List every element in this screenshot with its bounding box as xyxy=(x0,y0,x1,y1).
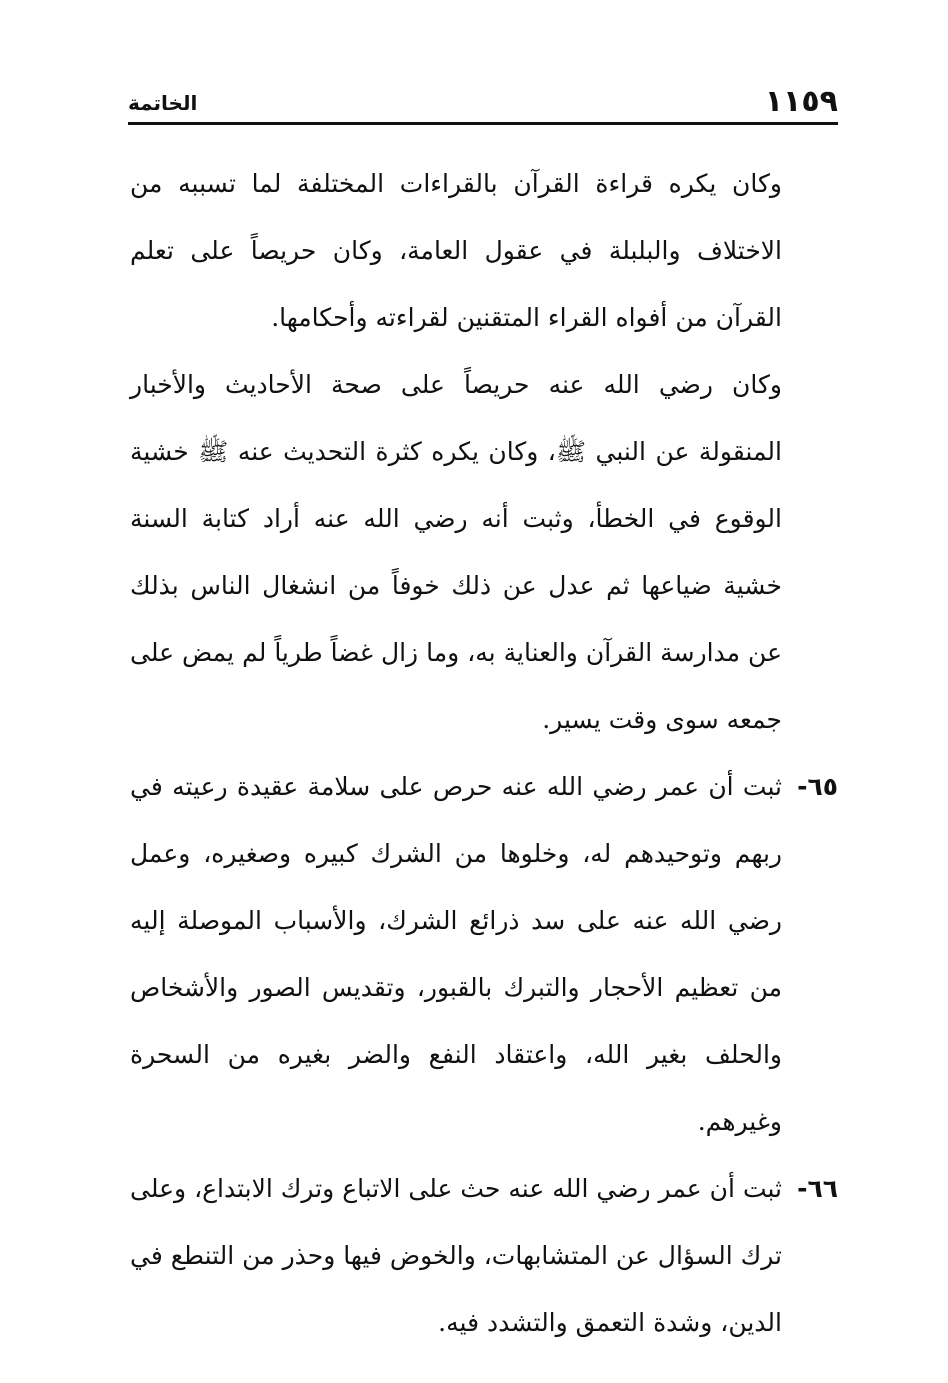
header-rule xyxy=(128,122,838,125)
running-title: الخاتمة xyxy=(128,91,198,115)
numbered-item-66 xyxy=(130,1155,838,1356)
page-header xyxy=(128,84,838,124)
page-number: ١١٥٩ xyxy=(764,84,838,119)
item-number: ٦٦- xyxy=(797,1174,838,1203)
paragraph-quran-readings: وكان يكره قراءة القرآن بالقراءات المختلفة لما تسببه من الاختلاف والبلبلة في عقول العامة، وكان حريصاً على تعلم القرآن من أفواه القراء المتقنين لقراءته وأحكامها. xyxy=(130,169,782,332)
paragraph-hadith: وكان رضي الله عنه حريصاً على صحة الأحاديث والأخبار المنقولة عن النبي ﷺ، وكان يكره كثرة التحديث عنه ﷺ خشية الوقوع في الخطأ، وثبت أنه رضي الله عنه أراد كتابة السنة خشية ضياعها ثم عدل عن ذلك خوفاً من انشغال الناس بذلك عن مدارسة القرآن والعناية به، وما زال غضاً طرياً لم يمض على جمعه سوى وقت يسير. xyxy=(130,370,782,734)
item-text: ثبت أن عمر رضي الله عنه حرص على سلامة عقيدة رعيته في ربهم وتوحيدهم له، وخلوها من الشرك كبيره وصغيره، وعمل رضي الله عنه على سد ذرائع الشرك، والأسباب الموصلة إليه من تعظيم الأحجار والتبرك بالقبور، وتقديس الصور والأشخاص والحلف بغير الله، واعتقاد النفع والضر بغيره من السحرة وغيرهم. xyxy=(130,772,782,1136)
item-text: ثبت أن عمر رضي الله عنه حث على الاتباع وترك الابتداع، وعلى ترك السؤال عن المتشابهات، والخوض فيها وحذر من التنطع في الدين، وشدة التعمق والتشدد فيه. xyxy=(130,1174,782,1337)
item-number: ٦٥- xyxy=(797,772,838,801)
page-body xyxy=(130,150,838,1356)
numbered-item-65 xyxy=(130,753,838,1155)
